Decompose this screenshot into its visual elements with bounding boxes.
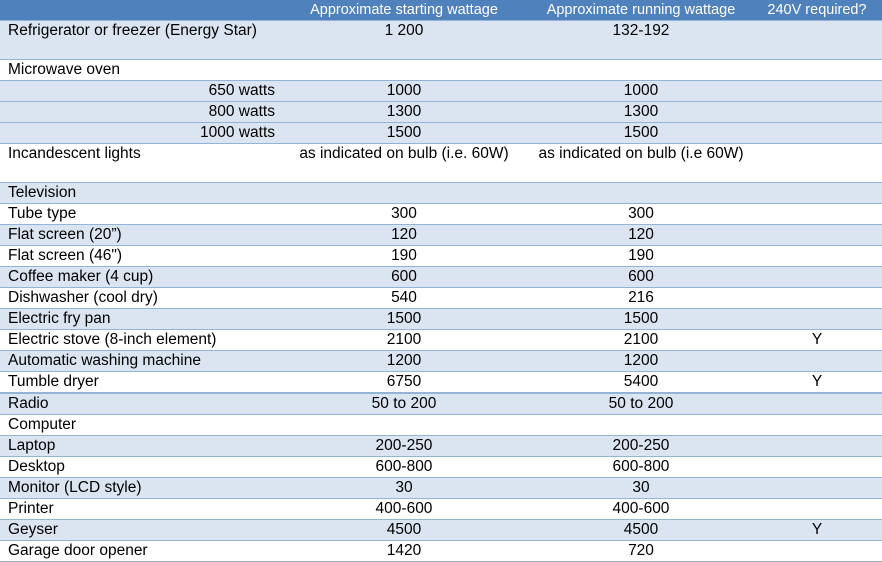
table-row [0, 267, 882, 288]
requires-240v-cell [752, 393, 882, 415]
requires-240v-cell [752, 81, 882, 102]
requires-240v-cell [752, 102, 882, 123]
starting-wattage-cell: 4500 [278, 520, 530, 541]
requires-240v-cell: Y [752, 330, 882, 351]
requires-240v-cell [752, 415, 882, 436]
running-wattage-cell: 1500 [530, 309, 752, 330]
appliance-cell: Automatic washing machine [0, 351, 278, 372]
appliance-cell: Refrigerator or freezer (Energy Star) [0, 21, 278, 60]
starting-wattage-cell: 540 [278, 288, 530, 309]
appliance-cell: Printer [0, 499, 278, 520]
header-starting-wattage: Approximate starting wattage [278, 0, 530, 21]
running-wattage-cell: 1200 [530, 351, 752, 372]
table-row [0, 541, 882, 562]
starting-wattage-cell: 190 [278, 246, 530, 267]
appliance-cell: Electric stove (8-inch element) [0, 330, 278, 351]
table-row [0, 183, 882, 204]
table-row [0, 330, 882, 351]
requires-240v-cell [752, 457, 882, 478]
appliance-cell: Flat screen (46") [0, 246, 278, 267]
starting-wattage-cell: 120 [278, 225, 530, 246]
requires-240v-cell [752, 21, 882, 60]
running-wattage-cell [530, 60, 752, 81]
requires-240v-cell [752, 144, 882, 183]
starting-wattage-cell: 50 to 200 [278, 393, 530, 415]
appliance-cell: Garage door opener [0, 541, 278, 562]
requires-240v-cell: Y [752, 520, 882, 541]
requires-240v-cell [752, 288, 882, 309]
appliance-cell: Desktop [0, 457, 278, 478]
starting-wattage-cell: 600-800 [278, 457, 530, 478]
appliance-cell: Laptop [0, 436, 278, 457]
header-row [0, 0, 882, 21]
requires-240v-cell [752, 183, 882, 204]
starting-wattage-cell: 400-600 [278, 499, 530, 520]
running-wattage-cell: 5400 [530, 372, 752, 394]
table-row [0, 415, 882, 436]
requires-240v-cell: Y [752, 372, 882, 394]
appliance-cell: Monitor (LCD style) [0, 478, 278, 499]
table-row [0, 81, 882, 102]
running-wattage-cell: 2100 [530, 330, 752, 351]
running-wattage-cell: 400-600 [530, 499, 752, 520]
running-wattage-cell: 1000 [530, 81, 752, 102]
running-wattage-cell: as indicated on bulb (i.e 60W) [530, 144, 752, 183]
starting-wattage-cell [278, 60, 530, 81]
requires-240v-cell [752, 499, 882, 520]
appliance-cell: 650 watts [0, 81, 278, 102]
starting-wattage-cell [278, 415, 530, 436]
starting-wattage-cell: 1500 [278, 309, 530, 330]
appliance-cell: Dishwasher (cool dry) [0, 288, 278, 309]
starting-wattage-cell: as indicated on bulb (i.e. 60W) [278, 144, 530, 183]
running-wattage-cell: 30 [530, 478, 752, 499]
running-wattage-cell: 1300 [530, 102, 752, 123]
starting-wattage-cell: 2100 [278, 330, 530, 351]
running-wattage-cell: 132-192 [530, 21, 752, 60]
table-row [0, 144, 882, 183]
table-row [0, 102, 882, 123]
requires-240v-cell [752, 436, 882, 457]
running-wattage-cell: 4500 [530, 520, 752, 541]
running-wattage-cell [530, 415, 752, 436]
table-row [0, 246, 882, 267]
running-wattage-cell: 720 [530, 541, 752, 562]
appliance-cell: Tube type [0, 204, 278, 225]
running-wattage-cell: 1500 [530, 123, 752, 144]
appliance-cell: Flat screen (20”) [0, 225, 278, 246]
appliance-cell: Incandescent lights [0, 144, 278, 183]
requires-240v-cell [752, 478, 882, 499]
requires-240v-cell [752, 309, 882, 330]
requires-240v-cell [752, 204, 882, 225]
starting-wattage-cell: 600 [278, 267, 530, 288]
starting-wattage-cell: 6750 [278, 372, 530, 394]
appliance-cell: 1000 watts [0, 123, 278, 144]
starting-wattage-cell: 1200 [278, 351, 530, 372]
table-row [0, 499, 882, 520]
table-row [0, 309, 882, 330]
running-wattage-cell: 190 [530, 246, 752, 267]
table-row [0, 204, 882, 225]
requires-240v-cell [752, 225, 882, 246]
starting-wattage-cell: 300 [278, 204, 530, 225]
starting-wattage-cell: 1000 [278, 81, 530, 102]
running-wattage-cell: 600-800 [530, 457, 752, 478]
requires-240v-cell [752, 541, 882, 562]
appliance-cell: Television [0, 183, 278, 204]
starting-wattage-cell: 1 200 [278, 21, 530, 60]
running-wattage-cell: 600 [530, 267, 752, 288]
starting-wattage-cell: 1500 [278, 123, 530, 144]
header-appliance [0, 0, 278, 21]
requires-240v-cell [752, 267, 882, 288]
appliance-cell: Tumble dryer [0, 372, 278, 394]
starting-wattage-cell: 1420 [278, 541, 530, 562]
table-row [0, 60, 882, 81]
appliance-cell: Coffee maker (4 cup) [0, 267, 278, 288]
table-row [0, 436, 882, 457]
requires-240v-cell [752, 60, 882, 81]
table-row [0, 393, 882, 415]
appliance-cell: Microwave oven [0, 60, 278, 81]
table-row [0, 478, 882, 499]
table-row [0, 457, 882, 478]
running-wattage-cell: 216 [530, 288, 752, 309]
header-240v-required: 240V required? [752, 0, 882, 21]
table-row [0, 288, 882, 309]
table-row [0, 520, 882, 541]
appliance-cell: 800 watts [0, 102, 278, 123]
running-wattage-cell: 50 to 200 [530, 393, 752, 415]
starting-wattage-cell: 30 [278, 478, 530, 499]
requires-240v-cell [752, 351, 882, 372]
table-body [0, 21, 882, 562]
table-row [0, 372, 882, 394]
requires-240v-cell [752, 123, 882, 144]
table-row [0, 21, 882, 60]
appliance-cell: Electric fry pan [0, 309, 278, 330]
appliance-cell: Radio [0, 393, 278, 415]
running-wattage-cell: 200-250 [530, 436, 752, 457]
running-wattage-cell: 300 [530, 204, 752, 225]
running-wattage-cell: 120 [530, 225, 752, 246]
starting-wattage-cell: 200-250 [278, 436, 530, 457]
running-wattage-cell [530, 183, 752, 204]
table-row [0, 225, 882, 246]
appliance-cell: Geyser [0, 520, 278, 541]
starting-wattage-cell: 1300 [278, 102, 530, 123]
header-running-wattage: Approximate running wattage [530, 0, 752, 21]
requires-240v-cell [752, 246, 882, 267]
table-row [0, 351, 882, 372]
table-row [0, 123, 882, 144]
starting-wattage-cell [278, 183, 530, 204]
appliance-cell: Computer [0, 415, 278, 436]
